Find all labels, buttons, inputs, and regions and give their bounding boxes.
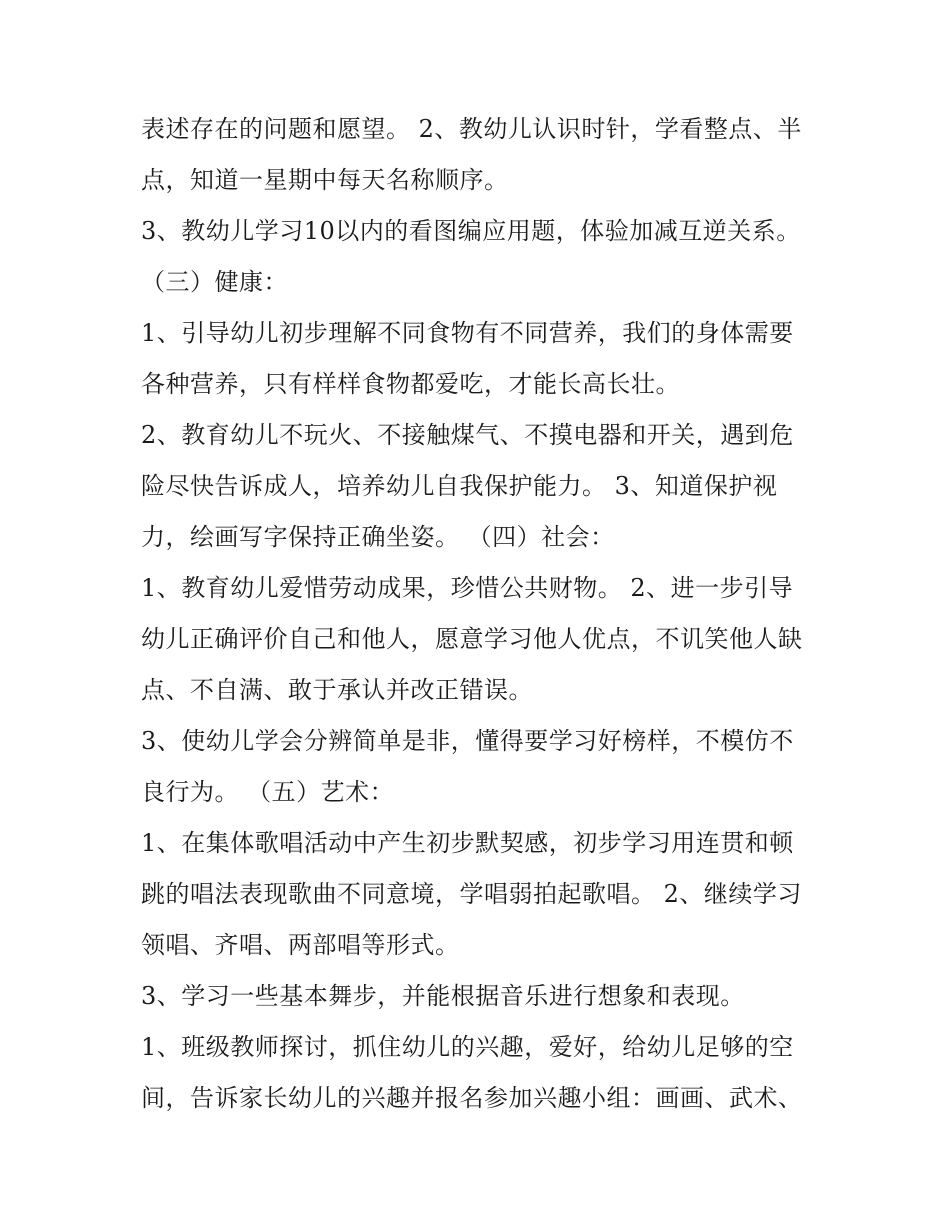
text-line: 各种营养，只有样样食物都爱吃，才能长高长壮。 xyxy=(141,370,680,398)
text-line: 点，知道一星期中每天名称顺序。 xyxy=(141,166,509,194)
text-line: 1、在集体歌唱活动中产生初步默契感，初步学习用连贯和顿 xyxy=(141,829,794,857)
text-line: 1、班级教师探讨，抓住幼儿的兴趣，爱好，给幼儿足够的空 xyxy=(141,1033,794,1061)
text-line: 3、使幼儿学会分辨简单是非，懂得要学习好榜样，不模仿不 xyxy=(141,727,794,755)
text-line: 表述存在的问题和愿望。 2、教幼儿认识时针，学看整点、半 xyxy=(141,115,802,143)
text-line: 险尽快告诉成人，培养幼儿自我保护能力。 3、知道保护视 xyxy=(141,472,778,500)
text-line: 良行为。 （五）艺术： xyxy=(141,778,395,806)
text-line: 跳的唱法表现歌曲不同意境，学唱弱拍起歌唱。 2、继续学习 xyxy=(141,880,802,908)
text-line: 领唱、齐唱、两部唱等形式。 xyxy=(141,931,460,959)
text-line: 点、不自满、敢于承认并改正错误。 xyxy=(141,676,533,704)
text-line: 3、学习一些基本舞步，并能根据音乐进行想象和表现。 xyxy=(141,982,745,1010)
document-body xyxy=(141,104,831,1124)
text-line: 1、引导幼儿初步理解不同食物有不同营养，我们的身体需要 xyxy=(141,319,794,347)
text-line: 2、教育幼儿不玩火、不接触煤气、不摸电器和开关，遇到危 xyxy=(141,421,794,449)
text-line: 间，告诉家长幼儿的兴趣并报名参加兴趣小组：画画、武术、 xyxy=(141,1084,803,1112)
text-line: 1、教育幼儿爱惜劳动成果，珍惜公共财物。 2、进一步引导 xyxy=(141,574,794,602)
section-heading-health: （三）健康： xyxy=(141,268,288,296)
text-line: 力，绘画写字保持正确坐姿。 （四）社会： xyxy=(141,523,615,551)
text-line: 幼儿正确评价自己和他人，愿意学习他人优点，不讥笑他人缺 xyxy=(141,625,803,653)
text-line: 3、教幼儿学习10以内的看图编应用题，体验加减互逆关系。 xyxy=(141,217,801,245)
